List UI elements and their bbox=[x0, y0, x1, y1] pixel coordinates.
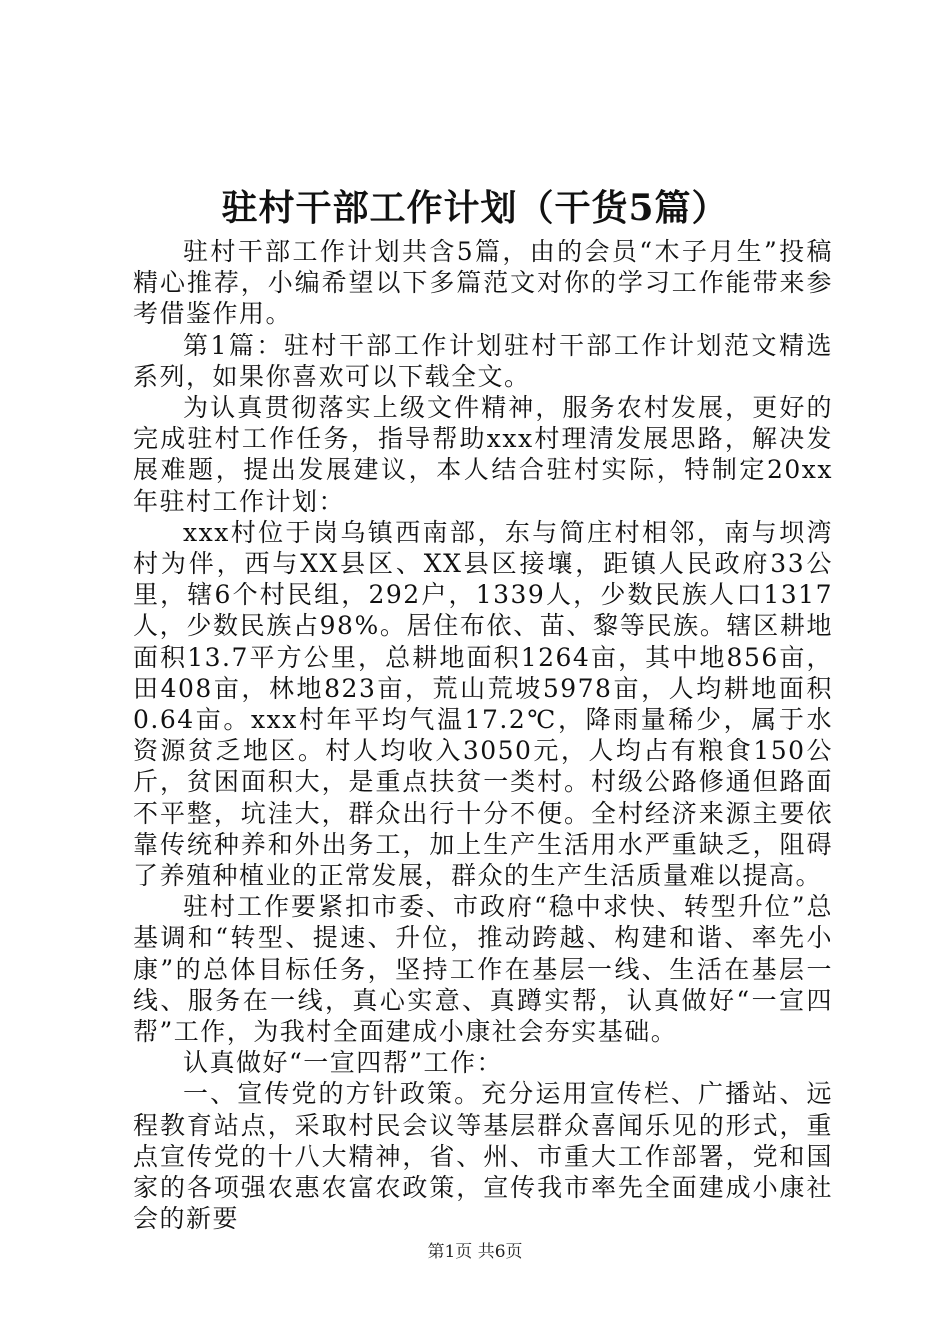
paragraph: xxx村位于岗乌镇西南部，东与简庄村相邻，南与坝湾村为伴，西与XX县区、XX县区接壤，距镇人民政府33公里，辖6个村民组，292户，1339人，少数民族人口1317人，少数民族占98%。居住布依、苗、黎等民族。辖区耕地面积13.7平方公里，总耕地面积1264亩，其中地856亩，田408亩，林地823亩，荒山荒坡5978亩，人均耕地面积0.64亩。xxx村年平均气温17.2℃，降雨量稀少，属于水资源贫乏地区。村人均收入3050元，人均占有粮食150公斤，贫困面积大，是重点扶贫一类村。村级公路修通但路面不平整，坑洼大，群众出行十分不便。全村经济来源主要依靠传统种养和外出务工，加上生产生活用水严重缺乏，阻碍了养殖种植业的正常发展，群众的生产生活质量难以提高。 bbox=[133, 517, 833, 891]
paragraph: 为认真贯彻落实上级文件精神，服务农村发展，更好的完成驻村工作任务，指导帮助xxx村理清发展思路，解决发展难题，提出发展建议，本人结合驻村实际，特制定20xx年驻村工作计划： bbox=[133, 393, 833, 516]
page-number-footer: 第1页 共6页 bbox=[427, 1242, 523, 1262]
paragraph: 第1篇：驻村干部工作计划驻村干部工作计划范文精选系列，如果你喜欢可以下载全文。 bbox=[133, 330, 833, 391]
paragraph: 一、宣传党的方针政策。充分运用宣传栏、广播站、远程教育站点，采取村民会议等基层群众喜闻乐见的形式，重点宣传党的十八大精神，省、州、市重大工作部署，党和国家的各项强农惠农富农政策，宣传我市率先全面建成小康社会的新要 bbox=[133, 1079, 833, 1234]
paragraph: 认真做好“一宣四帮”工作： bbox=[183, 1048, 504, 1078]
document-title: 驻村干部工作计划（干货5篇） bbox=[221, 187, 729, 229]
paragraph: 驻村干部工作计划共含5篇，由的会员“木子月生”投稿精心推荐，小编希望以下多篇范文对你的学习工作能带来参考借鉴作用。 bbox=[133, 237, 833, 329]
document-body bbox=[133, 236, 833, 1235]
paragraph: 驻村工作要紧扣市委、市政府“稳中求快、转型升位”总基调和“转型、提速、升位，推动跨越、构建和谐、率先小康”的总体目标任务，坚持工作在基层一线、生活在基层一线、服务在一线，真心实意、真蹲实帮，认真做好“一宣四帮”工作，为我村全面建成小康社会夯实基础。 bbox=[133, 892, 833, 1047]
